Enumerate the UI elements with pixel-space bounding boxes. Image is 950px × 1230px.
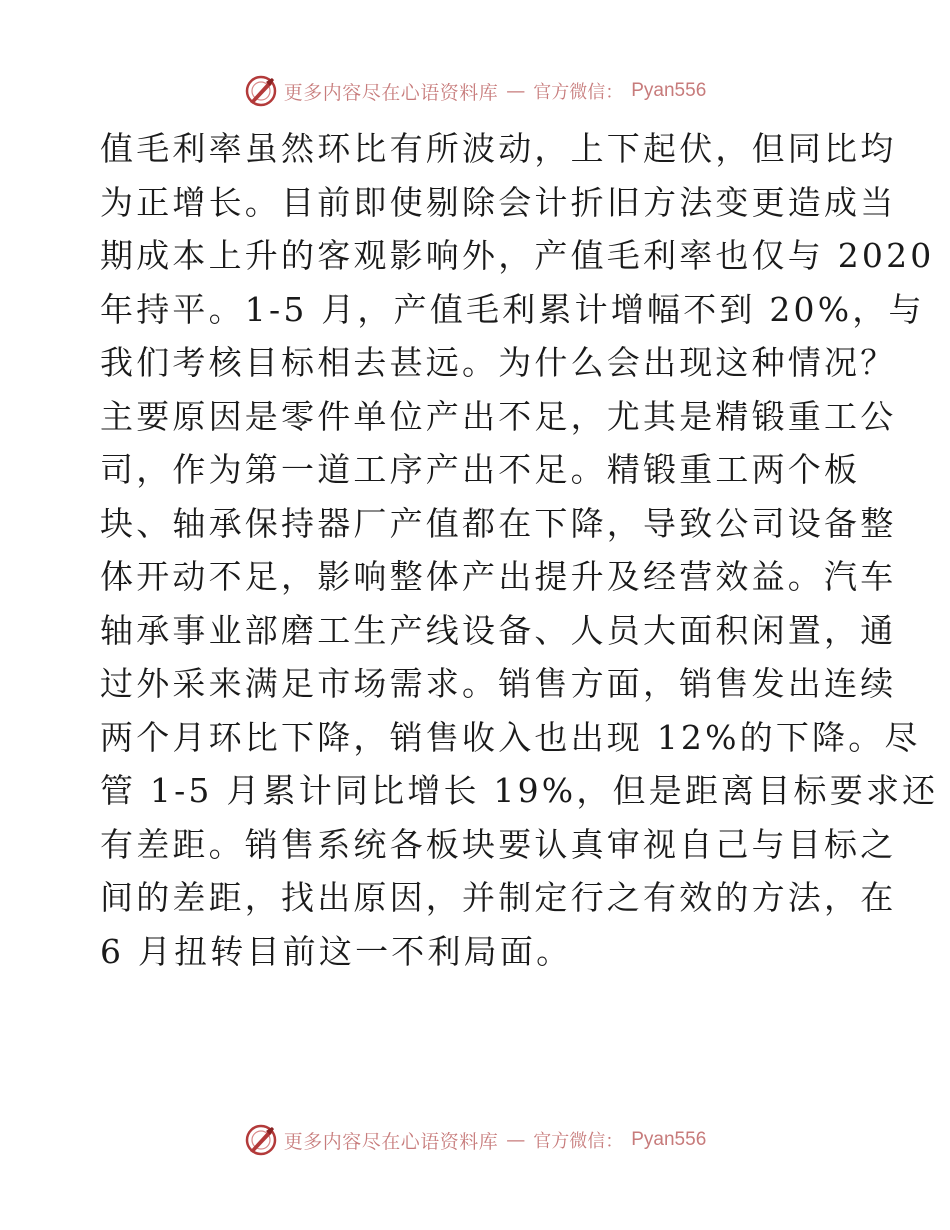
footer-banner-separator: — [506,1129,526,1151]
header-banner-content [244,74,707,108]
body-line: 司，作为第一道工序产出不足。精锻重工两个板 [100,450,861,489]
footer-banner-content [244,1123,707,1157]
footer-banner-wechat-id: Pyan556 [631,1129,707,1150]
body-line: 有差距。销售系统各板块要认真审视自己与目标之 [100,824,897,864]
header-banner-official-label: 官方微信： [533,82,624,103]
document-body [100,122,939,978]
body-line: 期成本上升的客观影响外，产值毛利率也仅与 2020 [100,236,935,275]
footer-banner-title: 更多内容尽在心语资料库 [283,1130,499,1153]
body-line: 为正增长。目前即使剔除会计折旧方法变更造成当 [100,182,897,222]
body-line: 体开动不足，影响整体产出提升及经营效益。汽车 [100,557,897,596]
body-line: 过外采来满足市场需求。销售方面，销售发出连续 [100,664,897,703]
quill-pen-circle-icon [244,1123,278,1157]
header-banner-title: 更多内容尽在心语资料库 [283,81,499,104]
footer-banner-official-label: 官方微信： [533,1131,624,1152]
body-line: 值毛利率虽然环比有所波动，上下起伏，但同比均 [100,129,897,168]
quill-pen-circle-icon [244,74,278,108]
body-line: 轴承事业部磨工生产线设备、人员大面积闲置，通 [100,610,897,650]
body-line: 6 月扭转目前这一不利局面。 [100,931,573,971]
body-line: 间的差距，找出原因，并制定行之有效的方法，在 [100,878,897,917]
body-line: 年持平。1-5 月，产值毛利累计增幅不到 20%，与 [100,289,925,329]
footer-banner [0,1120,950,1160]
body-line: 管 1-5 月累计同比增长 19%，但是距离目标要求还 [100,771,939,810]
body-line: 我们考核目标相去甚远。为什么会出现这种情况？ [100,343,897,382]
header-banner [0,71,950,111]
body-line: 块、轴承保持器厂产值都在下降，导致公司设备整 [100,503,897,543]
body-line: 两个月环比下降，销售收入也出现 12%的下降。尽 [100,717,921,757]
body-line: 主要原因是零件单位产出不足，尤其是精锻重工公 [100,396,897,436]
header-banner-separator: — [506,80,526,102]
header-banner-wechat-id: Pyan556 [631,80,707,101]
